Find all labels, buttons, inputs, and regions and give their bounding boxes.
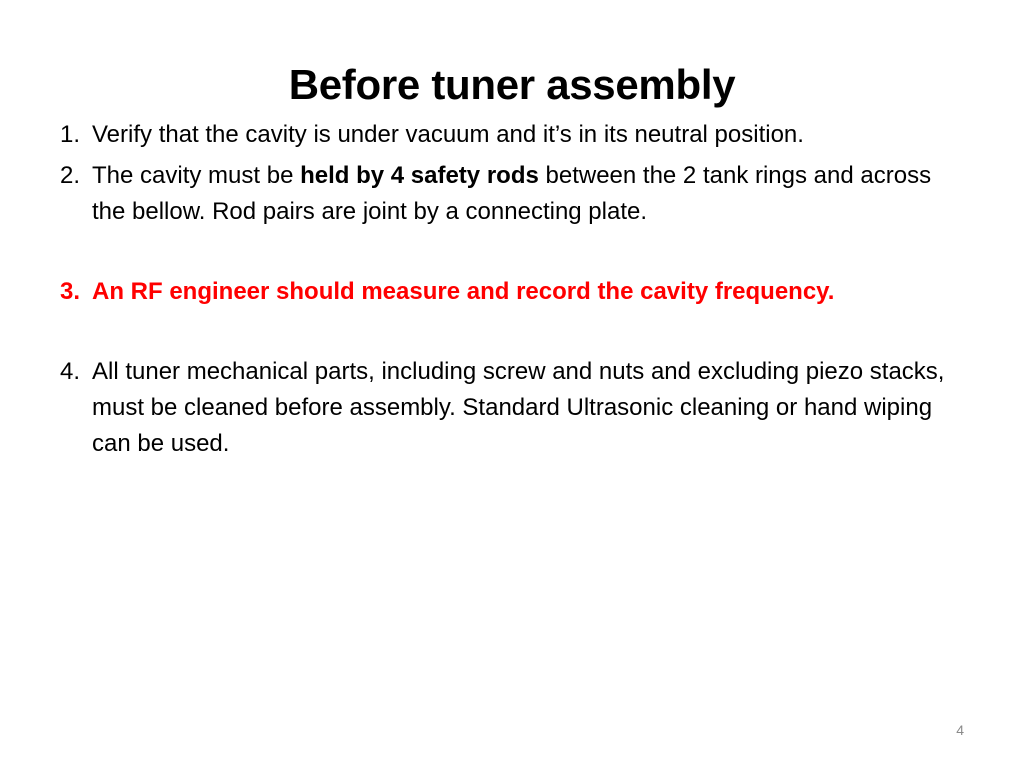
slide-title: Before tuner assembly xyxy=(288,61,736,109)
list-item-number: 4. xyxy=(60,358,81,385)
list-item-bold-text: held by 4 safety rods xyxy=(300,162,539,189)
list-item-3-highlighted xyxy=(60,274,970,310)
list-item-number: 3. xyxy=(60,278,81,305)
list-item-4 xyxy=(60,354,970,462)
list-item-text: All tuner mechanical parts, including screw and nuts and excluding piezo stacks, must be cleaned before assembly. Standard Ultrasonic cleaning or hand wiping can be used. xyxy=(92,358,945,457)
list-item-2 xyxy=(60,158,970,230)
list-item-text-after: between the 2 tank rings and across the bellow. Rod pairs are joint by a connecting plate. xyxy=(92,162,932,225)
list-item-number: 1. xyxy=(60,121,81,148)
page-number: 4 xyxy=(956,722,964,738)
list-item-text-before: The cavity must be xyxy=(92,162,301,189)
list-item-text: An RF engineer should measure and record the cavity frequency. xyxy=(92,278,835,305)
list-item-1 xyxy=(60,117,970,153)
list-item-text: Verify that the cavity is under vacuum and it’s in its neutral position. xyxy=(92,121,804,148)
instruction-list xyxy=(60,117,970,462)
list-item-number: 2. xyxy=(60,162,81,189)
